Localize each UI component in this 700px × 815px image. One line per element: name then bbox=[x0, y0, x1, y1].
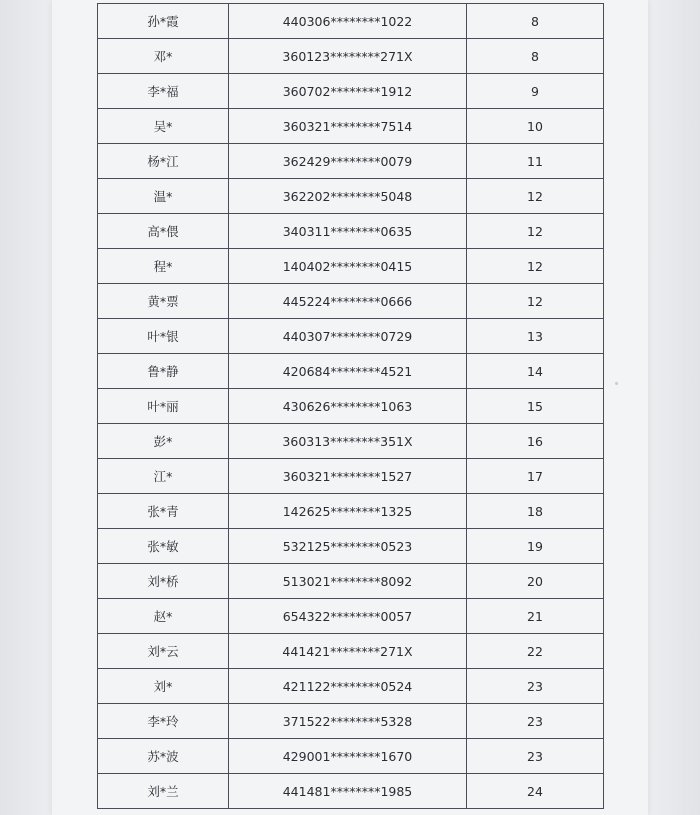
id-number-cell: 362429********0079 bbox=[229, 144, 467, 179]
id-number-cell: 360321********7514 bbox=[229, 109, 467, 144]
table-row bbox=[98, 144, 604, 179]
name-cell: 李*福 bbox=[98, 74, 229, 109]
table-row bbox=[98, 599, 604, 634]
count-cell: 21 bbox=[467, 599, 604, 634]
name-cell: 温* bbox=[98, 179, 229, 214]
table-row bbox=[98, 494, 604, 529]
count-cell: 23 bbox=[467, 669, 604, 704]
id-number-cell: 532125********0523 bbox=[229, 529, 467, 564]
count-cell: 12 bbox=[467, 214, 604, 249]
id-number-cell: 371522********5328 bbox=[229, 704, 467, 739]
table-row bbox=[98, 529, 604, 564]
table-row bbox=[98, 39, 604, 74]
table-row bbox=[98, 74, 604, 109]
name-cell: 吴* bbox=[98, 109, 229, 144]
name-cell: 杨*江 bbox=[98, 144, 229, 179]
count-cell: 9 bbox=[467, 74, 604, 109]
name-cell: 江* bbox=[98, 459, 229, 494]
id-number-cell: 420684********4521 bbox=[229, 354, 467, 389]
id-number-cell: 654322********0057 bbox=[229, 599, 467, 634]
table-row bbox=[98, 249, 604, 284]
count-cell: 17 bbox=[467, 459, 604, 494]
table-row bbox=[98, 739, 604, 774]
count-cell: 24 bbox=[467, 774, 604, 809]
count-cell: 12 bbox=[467, 249, 604, 284]
count-cell: 18 bbox=[467, 494, 604, 529]
name-cell: 孙*霞 bbox=[98, 4, 229, 39]
count-cell: 8 bbox=[467, 4, 604, 39]
count-cell: 10 bbox=[467, 109, 604, 144]
name-cell: 刘*桥 bbox=[98, 564, 229, 599]
name-cell: 黄*票 bbox=[98, 284, 229, 319]
table-row bbox=[98, 424, 604, 459]
table-row bbox=[98, 389, 604, 424]
id-number-cell: 142625********1325 bbox=[229, 494, 467, 529]
count-cell: 19 bbox=[467, 529, 604, 564]
count-cell: 14 bbox=[467, 354, 604, 389]
id-number-cell: 421122********0524 bbox=[229, 669, 467, 704]
count-cell: 11 bbox=[467, 144, 604, 179]
name-cell: 叶*丽 bbox=[98, 389, 229, 424]
name-cell: 赵* bbox=[98, 599, 229, 634]
table-row bbox=[98, 704, 604, 739]
table-row bbox=[98, 4, 604, 39]
id-number-cell: 429001********1670 bbox=[229, 739, 467, 774]
name-cell: 彭* bbox=[98, 424, 229, 459]
table-row bbox=[98, 284, 604, 319]
name-cell: 刘* bbox=[98, 669, 229, 704]
table-row bbox=[98, 774, 604, 809]
count-cell: 22 bbox=[467, 634, 604, 669]
id-number-cell: 440306********1022 bbox=[229, 4, 467, 39]
id-number-cell: 441481********1985 bbox=[229, 774, 467, 809]
id-number-cell: 360321********1527 bbox=[229, 459, 467, 494]
table-row bbox=[98, 634, 604, 669]
table-row bbox=[98, 669, 604, 704]
name-cell: 张*青 bbox=[98, 494, 229, 529]
id-number-cell: 441421********271X bbox=[229, 634, 467, 669]
id-number-cell: 360123********271X bbox=[229, 39, 467, 74]
roster-table-body bbox=[98, 4, 604, 809]
id-number-cell: 445224********0666 bbox=[229, 284, 467, 319]
count-cell: 23 bbox=[467, 739, 604, 774]
scan-speck bbox=[615, 382, 618, 385]
table-row bbox=[98, 354, 604, 389]
table-row bbox=[98, 319, 604, 354]
name-cell: 高*偎 bbox=[98, 214, 229, 249]
count-cell: 15 bbox=[467, 389, 604, 424]
table-row bbox=[98, 459, 604, 494]
table-row bbox=[98, 214, 604, 249]
id-number-cell: 430626********1063 bbox=[229, 389, 467, 424]
name-cell: 李*玲 bbox=[98, 704, 229, 739]
name-cell: 叶*银 bbox=[98, 319, 229, 354]
id-number-cell: 513021********8092 bbox=[229, 564, 467, 599]
id-number-cell: 340311********0635 bbox=[229, 214, 467, 249]
id-number-cell: 360702********1912 bbox=[229, 74, 467, 109]
table-row bbox=[98, 179, 604, 214]
name-cell: 张*敏 bbox=[98, 529, 229, 564]
id-number-cell: 360313********351X bbox=[229, 424, 467, 459]
table-row bbox=[98, 564, 604, 599]
table-row bbox=[98, 109, 604, 144]
name-cell: 邓* bbox=[98, 39, 229, 74]
name-cell: 刘*兰 bbox=[98, 774, 229, 809]
id-number-cell: 440307********0729 bbox=[229, 319, 467, 354]
name-cell: 刘*云 bbox=[98, 634, 229, 669]
count-cell: 8 bbox=[467, 39, 604, 74]
count-cell: 23 bbox=[467, 704, 604, 739]
id-number-cell: 140402********0415 bbox=[229, 249, 467, 284]
count-cell: 12 bbox=[467, 179, 604, 214]
roster-table bbox=[97, 3, 604, 809]
name-cell: 苏*波 bbox=[98, 739, 229, 774]
count-cell: 13 bbox=[467, 319, 604, 354]
name-cell: 程* bbox=[98, 249, 229, 284]
name-cell: 鲁*静 bbox=[98, 354, 229, 389]
count-cell: 20 bbox=[467, 564, 604, 599]
id-number-cell: 362202********5048 bbox=[229, 179, 467, 214]
count-cell: 12 bbox=[467, 284, 604, 319]
count-cell: 16 bbox=[467, 424, 604, 459]
